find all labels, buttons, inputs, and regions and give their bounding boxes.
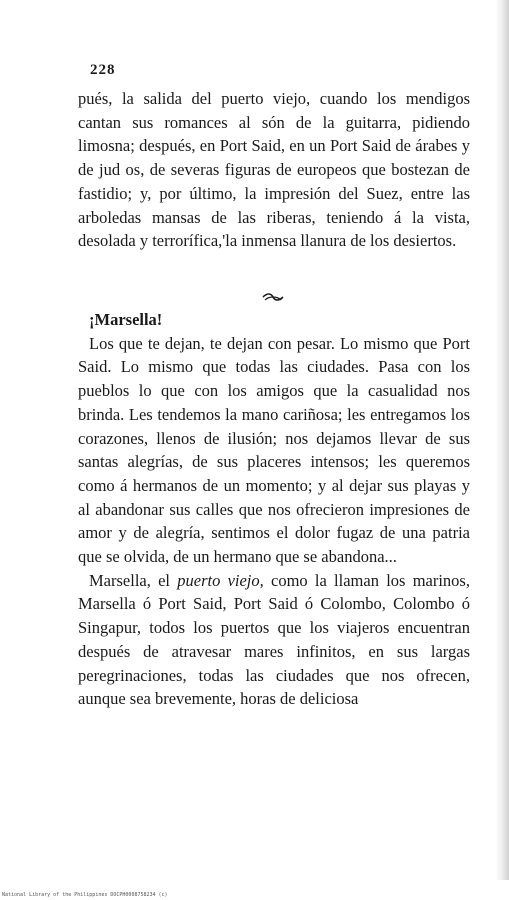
paragraph-rest: como la llaman los marinos, Marsella ó Port Said, Port Said ó Colombo, Colombo ó Singapur, todos los puertos que los viajeros encuentran después de atravesar mares infinitos, en sus largas peregrinaciones, todas las ciudades que nos ofrecen, aunque sea brevemente, horas de deliciosa <box>78 570 470 709</box>
paragraph-start: Marsella, el <box>89 570 178 590</box>
page-number: 228 <box>90 62 116 78</box>
page-edge-shadow <box>495 0 509 880</box>
paragraph-continuation <box>78 87 470 253</box>
library-footer <box>0 890 509 900</box>
paragraph-puerto-viejo <box>78 569 470 711</box>
exclamation-heading: ¡Marsella! <box>89 310 163 329</box>
fleuron-ornament-icon <box>262 292 284 304</box>
footer-text: National Library of the Philippines DOCPH0008758234 (c) <box>2 892 168 898</box>
paragraph-text: Los que te dejan, te dejan con pesar. Lo mismo que Port Said. Lo mismo que todas las ciudades. Pasa con los pueblos lo que con los amigos que la casualidad nos brinda. Les tendemos la mano cariñosa; les entregamos los corazones, llenos de ilusión; nos dejamos llevar de sus santas alegrías, de sus placeres intensos; les queremos como á hermanos de un momento; y al dejar sus playas y al abandonar sus calles que nos ofrecieron impresiones de amor y de alegría, sentimos el dolor fugaz de una patria que se olvida, de un hermano que se abandona... <box>78 333 470 567</box>
paragraph-text: pués, la salida del puerto viejo, cuando los mendigos cantan sus romances al són de la guitarra, pidiendo limosna; después, en Port Said, en un Port Said de árabes y de jud os, de severas figuras de europeos que bostezan de fastidio; y, por último, la impresión del Suez, entre las arboledas mansas de las riberas, teniendo á la vista, desolada y terrorífica,'la inmensa llanura de los desiertos. <box>78 89 470 251</box>
italic-phrase: puerto viejo, <box>177 570 264 590</box>
paragraph-marsella <box>78 308 470 711</box>
